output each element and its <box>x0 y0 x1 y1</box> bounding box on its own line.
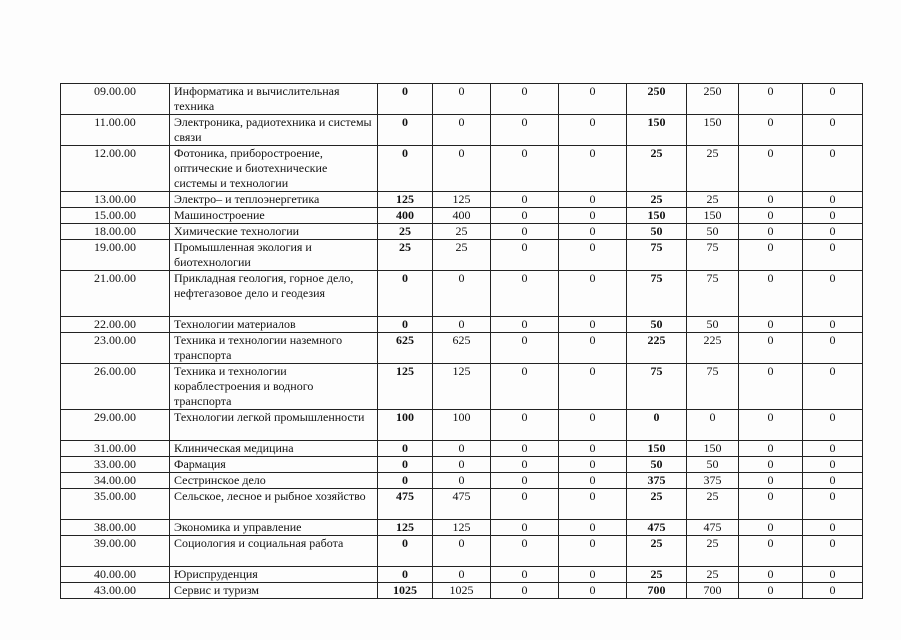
row-value-6: 25 <box>687 192 739 208</box>
row-value-6: 0 <box>687 410 739 441</box>
row-value-8: 0 <box>803 208 863 224</box>
row-code: 40.00.00 <box>61 567 170 583</box>
row-value-4: 0 <box>559 441 627 457</box>
row-name: Фотоника, приборостроение, оптические и биотехнические системы и технологии <box>170 146 378 192</box>
row-value-4: 0 <box>559 271 627 317</box>
row-name: Социология и социальная работа <box>170 536 378 567</box>
row-code: 31.00.00 <box>61 441 170 457</box>
row-value-1: 400 <box>378 208 433 224</box>
row-value-2: 25 <box>433 240 491 271</box>
table-row <box>61 271 863 317</box>
row-name: Клиническая медицина <box>170 441 378 457</box>
row-value-7: 0 <box>739 192 803 208</box>
row-value-8: 0 <box>803 333 863 364</box>
row-value-1: 0 <box>378 84 433 115</box>
row-value-2: 125 <box>433 192 491 208</box>
row-value-3: 0 <box>491 536 559 567</box>
row-name: Техника и технологии наземного транспорта <box>170 333 378 364</box>
row-name: Экономика и управление <box>170 520 378 536</box>
table-row <box>61 520 863 536</box>
row-name: Техника и технологии кораблестроения и водного транспорта <box>170 364 378 410</box>
row-name: Сельское, лесное и рыбное хозяйство <box>170 489 378 520</box>
row-value-4: 0 <box>559 224 627 240</box>
row-value-1: 0 <box>378 115 433 146</box>
row-value-5: 75 <box>627 364 687 410</box>
row-value-8: 0 <box>803 240 863 271</box>
row-value-2: 0 <box>433 536 491 567</box>
row-value-6: 25 <box>687 567 739 583</box>
row-name: Сестринское дело <box>170 473 378 489</box>
row-value-1: 0 <box>378 146 433 192</box>
row-value-4: 0 <box>559 192 627 208</box>
row-value-2: 0 <box>433 115 491 146</box>
row-value-1: 0 <box>378 567 433 583</box>
row-value-3: 0 <box>491 192 559 208</box>
row-value-2: 125 <box>433 364 491 410</box>
table-body <box>61 84 863 599</box>
row-value-6: 50 <box>687 317 739 333</box>
row-value-3: 0 <box>491 224 559 240</box>
row-value-7: 0 <box>739 224 803 240</box>
row-value-3: 0 <box>491 317 559 333</box>
row-value-4: 0 <box>559 317 627 333</box>
row-code: 33.00.00 <box>61 457 170 473</box>
row-name: Химические технологии <box>170 224 378 240</box>
row-value-7: 0 <box>739 317 803 333</box>
row-value-2: 0 <box>433 146 491 192</box>
row-name: Электроника, радиотехника и системы связи <box>170 115 378 146</box>
row-value-3: 0 <box>491 583 559 599</box>
row-name: Технологии материалов <box>170 317 378 333</box>
row-value-8: 0 <box>803 441 863 457</box>
row-value-5: 75 <box>627 271 687 317</box>
row-value-6: 50 <box>687 457 739 473</box>
row-value-4: 0 <box>559 208 627 224</box>
row-value-7: 0 <box>739 115 803 146</box>
row-value-8: 0 <box>803 192 863 208</box>
row-value-8: 0 <box>803 410 863 441</box>
row-value-1: 0 <box>378 536 433 567</box>
row-code: 21.00.00 <box>61 271 170 317</box>
table-row <box>61 489 863 520</box>
row-value-7: 0 <box>739 271 803 317</box>
row-code: 09.00.00 <box>61 84 170 115</box>
row-value-1: 0 <box>378 473 433 489</box>
row-value-4: 0 <box>559 583 627 599</box>
row-value-8: 0 <box>803 473 863 489</box>
table-row <box>61 84 863 115</box>
table-row <box>61 441 863 457</box>
row-value-8: 0 <box>803 536 863 567</box>
row-value-8: 0 <box>803 364 863 410</box>
row-value-3: 0 <box>491 208 559 224</box>
row-code: 11.00.00 <box>61 115 170 146</box>
table-row <box>61 317 863 333</box>
row-value-1: 1025 <box>378 583 433 599</box>
row-value-2: 0 <box>433 567 491 583</box>
row-name: Прикладная геология, горное дело, нефтегазовое дело и геодезия <box>170 271 378 317</box>
row-value-8: 0 <box>803 84 863 115</box>
row-value-2: 625 <box>433 333 491 364</box>
table-row <box>61 583 863 599</box>
row-value-8: 0 <box>803 271 863 317</box>
row-value-7: 0 <box>739 333 803 364</box>
row-value-4: 0 <box>559 333 627 364</box>
row-code: 22.00.00 <box>61 317 170 333</box>
row-value-5: 50 <box>627 457 687 473</box>
row-value-1: 0 <box>378 317 433 333</box>
row-value-3: 0 <box>491 410 559 441</box>
row-value-6: 75 <box>687 364 739 410</box>
row-value-3: 0 <box>491 240 559 271</box>
row-value-3: 0 <box>491 473 559 489</box>
row-code: 12.00.00 <box>61 146 170 192</box>
row-value-7: 0 <box>739 240 803 271</box>
row-value-1: 25 <box>378 224 433 240</box>
row-value-5: 50 <box>627 224 687 240</box>
table-row <box>61 473 863 489</box>
table-row <box>61 333 863 364</box>
row-value-3: 0 <box>491 364 559 410</box>
row-value-4: 0 <box>559 536 627 567</box>
row-value-6: 75 <box>687 240 739 271</box>
row-value-8: 0 <box>803 115 863 146</box>
table-row <box>61 457 863 473</box>
row-value-6: 225 <box>687 333 739 364</box>
row-value-2: 475 <box>433 489 491 520</box>
row-value-7: 0 <box>739 208 803 224</box>
row-value-3: 0 <box>491 489 559 520</box>
row-value-4: 0 <box>559 567 627 583</box>
row-value-4: 0 <box>559 473 627 489</box>
row-value-6: 700 <box>687 583 739 599</box>
table-row <box>61 146 863 192</box>
row-code: 15.00.00 <box>61 208 170 224</box>
row-value-2: 100 <box>433 410 491 441</box>
row-name: Электро– и теплоэнергетика <box>170 192 378 208</box>
row-code: 18.00.00 <box>61 224 170 240</box>
row-value-1: 125 <box>378 192 433 208</box>
row-value-2: 0 <box>433 457 491 473</box>
table-row <box>61 115 863 146</box>
row-value-7: 0 <box>739 410 803 441</box>
row-value-3: 0 <box>491 115 559 146</box>
row-code: 43.00.00 <box>61 583 170 599</box>
row-value-7: 0 <box>739 364 803 410</box>
row-value-5: 150 <box>627 441 687 457</box>
row-value-8: 0 <box>803 457 863 473</box>
row-value-4: 0 <box>559 240 627 271</box>
row-value-3: 0 <box>491 520 559 536</box>
row-value-5: 75 <box>627 240 687 271</box>
row-value-6: 150 <box>687 208 739 224</box>
row-value-5: 475 <box>627 520 687 536</box>
row-value-7: 0 <box>739 567 803 583</box>
table-row <box>61 536 863 567</box>
row-value-8: 0 <box>803 224 863 240</box>
row-code: 35.00.00 <box>61 489 170 520</box>
row-value-1: 125 <box>378 364 433 410</box>
row-value-5: 700 <box>627 583 687 599</box>
row-value-4: 0 <box>559 146 627 192</box>
row-value-2: 0 <box>433 271 491 317</box>
row-value-1: 125 <box>378 520 433 536</box>
admission-table <box>60 83 863 599</box>
row-value-4: 0 <box>559 364 627 410</box>
table-row <box>61 224 863 240</box>
row-value-4: 0 <box>559 410 627 441</box>
row-value-5: 150 <box>627 208 687 224</box>
row-value-7: 0 <box>739 583 803 599</box>
table-row <box>61 240 863 271</box>
row-value-4: 0 <box>559 520 627 536</box>
row-value-4: 0 <box>559 115 627 146</box>
row-value-5: 25 <box>627 489 687 520</box>
row-name: Сервис и туризм <box>170 583 378 599</box>
row-value-6: 50 <box>687 224 739 240</box>
row-name: Юриспруденция <box>170 567 378 583</box>
row-value-8: 0 <box>803 489 863 520</box>
row-name: Технологии легкой промышленности <box>170 410 378 441</box>
row-value-1: 0 <box>378 441 433 457</box>
row-value-6: 25 <box>687 489 739 520</box>
row-code: 34.00.00 <box>61 473 170 489</box>
row-value-1: 0 <box>378 271 433 317</box>
row-value-7: 0 <box>739 536 803 567</box>
row-value-8: 0 <box>803 583 863 599</box>
row-code: 39.00.00 <box>61 536 170 567</box>
row-value-6: 150 <box>687 115 739 146</box>
row-value-5: 50 <box>627 317 687 333</box>
row-value-5: 250 <box>627 84 687 115</box>
row-value-2: 0 <box>433 473 491 489</box>
row-code: 29.00.00 <box>61 410 170 441</box>
row-value-6: 25 <box>687 536 739 567</box>
row-value-1: 0 <box>378 457 433 473</box>
row-value-7: 0 <box>739 489 803 520</box>
row-value-4: 0 <box>559 457 627 473</box>
row-value-5: 25 <box>627 192 687 208</box>
row-value-3: 0 <box>491 84 559 115</box>
row-value-5: 25 <box>627 146 687 192</box>
row-value-6: 375 <box>687 473 739 489</box>
row-value-6: 25 <box>687 146 739 192</box>
row-value-2: 1025 <box>433 583 491 599</box>
row-value-1: 475 <box>378 489 433 520</box>
row-value-8: 0 <box>803 567 863 583</box>
row-value-1: 625 <box>378 333 433 364</box>
row-code: 38.00.00 <box>61 520 170 536</box>
row-value-3: 0 <box>491 333 559 364</box>
row-value-6: 75 <box>687 271 739 317</box>
row-value-2: 400 <box>433 208 491 224</box>
row-value-7: 0 <box>739 84 803 115</box>
table-row <box>61 410 863 441</box>
row-value-5: 150 <box>627 115 687 146</box>
row-name: Промышленная экология и биотехнологии <box>170 240 378 271</box>
table-row <box>61 364 863 410</box>
row-value-5: 225 <box>627 333 687 364</box>
row-value-6: 250 <box>687 84 739 115</box>
row-value-1: 25 <box>378 240 433 271</box>
row-value-2: 0 <box>433 441 491 457</box>
row-value-3: 0 <box>491 567 559 583</box>
row-value-8: 0 <box>803 146 863 192</box>
row-value-8: 0 <box>803 317 863 333</box>
row-code: 23.00.00 <box>61 333 170 364</box>
row-name: Машиностроение <box>170 208 378 224</box>
row-value-5: 25 <box>627 536 687 567</box>
row-value-3: 0 <box>491 271 559 317</box>
row-code: 26.00.00 <box>61 364 170 410</box>
row-value-6: 475 <box>687 520 739 536</box>
row-value-7: 0 <box>739 146 803 192</box>
row-code: 13.00.00 <box>61 192 170 208</box>
row-value-2: 0 <box>433 84 491 115</box>
table-row <box>61 208 863 224</box>
row-value-7: 0 <box>739 473 803 489</box>
row-value-2: 25 <box>433 224 491 240</box>
row-name: Фармация <box>170 457 378 473</box>
row-value-7: 0 <box>739 457 803 473</box>
row-value-4: 0 <box>559 84 627 115</box>
row-value-7: 0 <box>739 441 803 457</box>
row-value-5: 375 <box>627 473 687 489</box>
row-value-6: 150 <box>687 441 739 457</box>
row-code: 19.00.00 <box>61 240 170 271</box>
row-value-3: 0 <box>491 457 559 473</box>
row-value-3: 0 <box>491 146 559 192</box>
row-value-2: 125 <box>433 520 491 536</box>
row-name: Информатика и вычислительная техника <box>170 84 378 115</box>
row-value-2: 0 <box>433 317 491 333</box>
row-value-8: 0 <box>803 520 863 536</box>
row-value-3: 0 <box>491 441 559 457</box>
row-value-5: 25 <box>627 567 687 583</box>
row-value-1: 100 <box>378 410 433 441</box>
row-value-7: 0 <box>739 520 803 536</box>
table-row <box>61 192 863 208</box>
row-value-5: 0 <box>627 410 687 441</box>
row-value-4: 0 <box>559 489 627 520</box>
table-row <box>61 567 863 583</box>
